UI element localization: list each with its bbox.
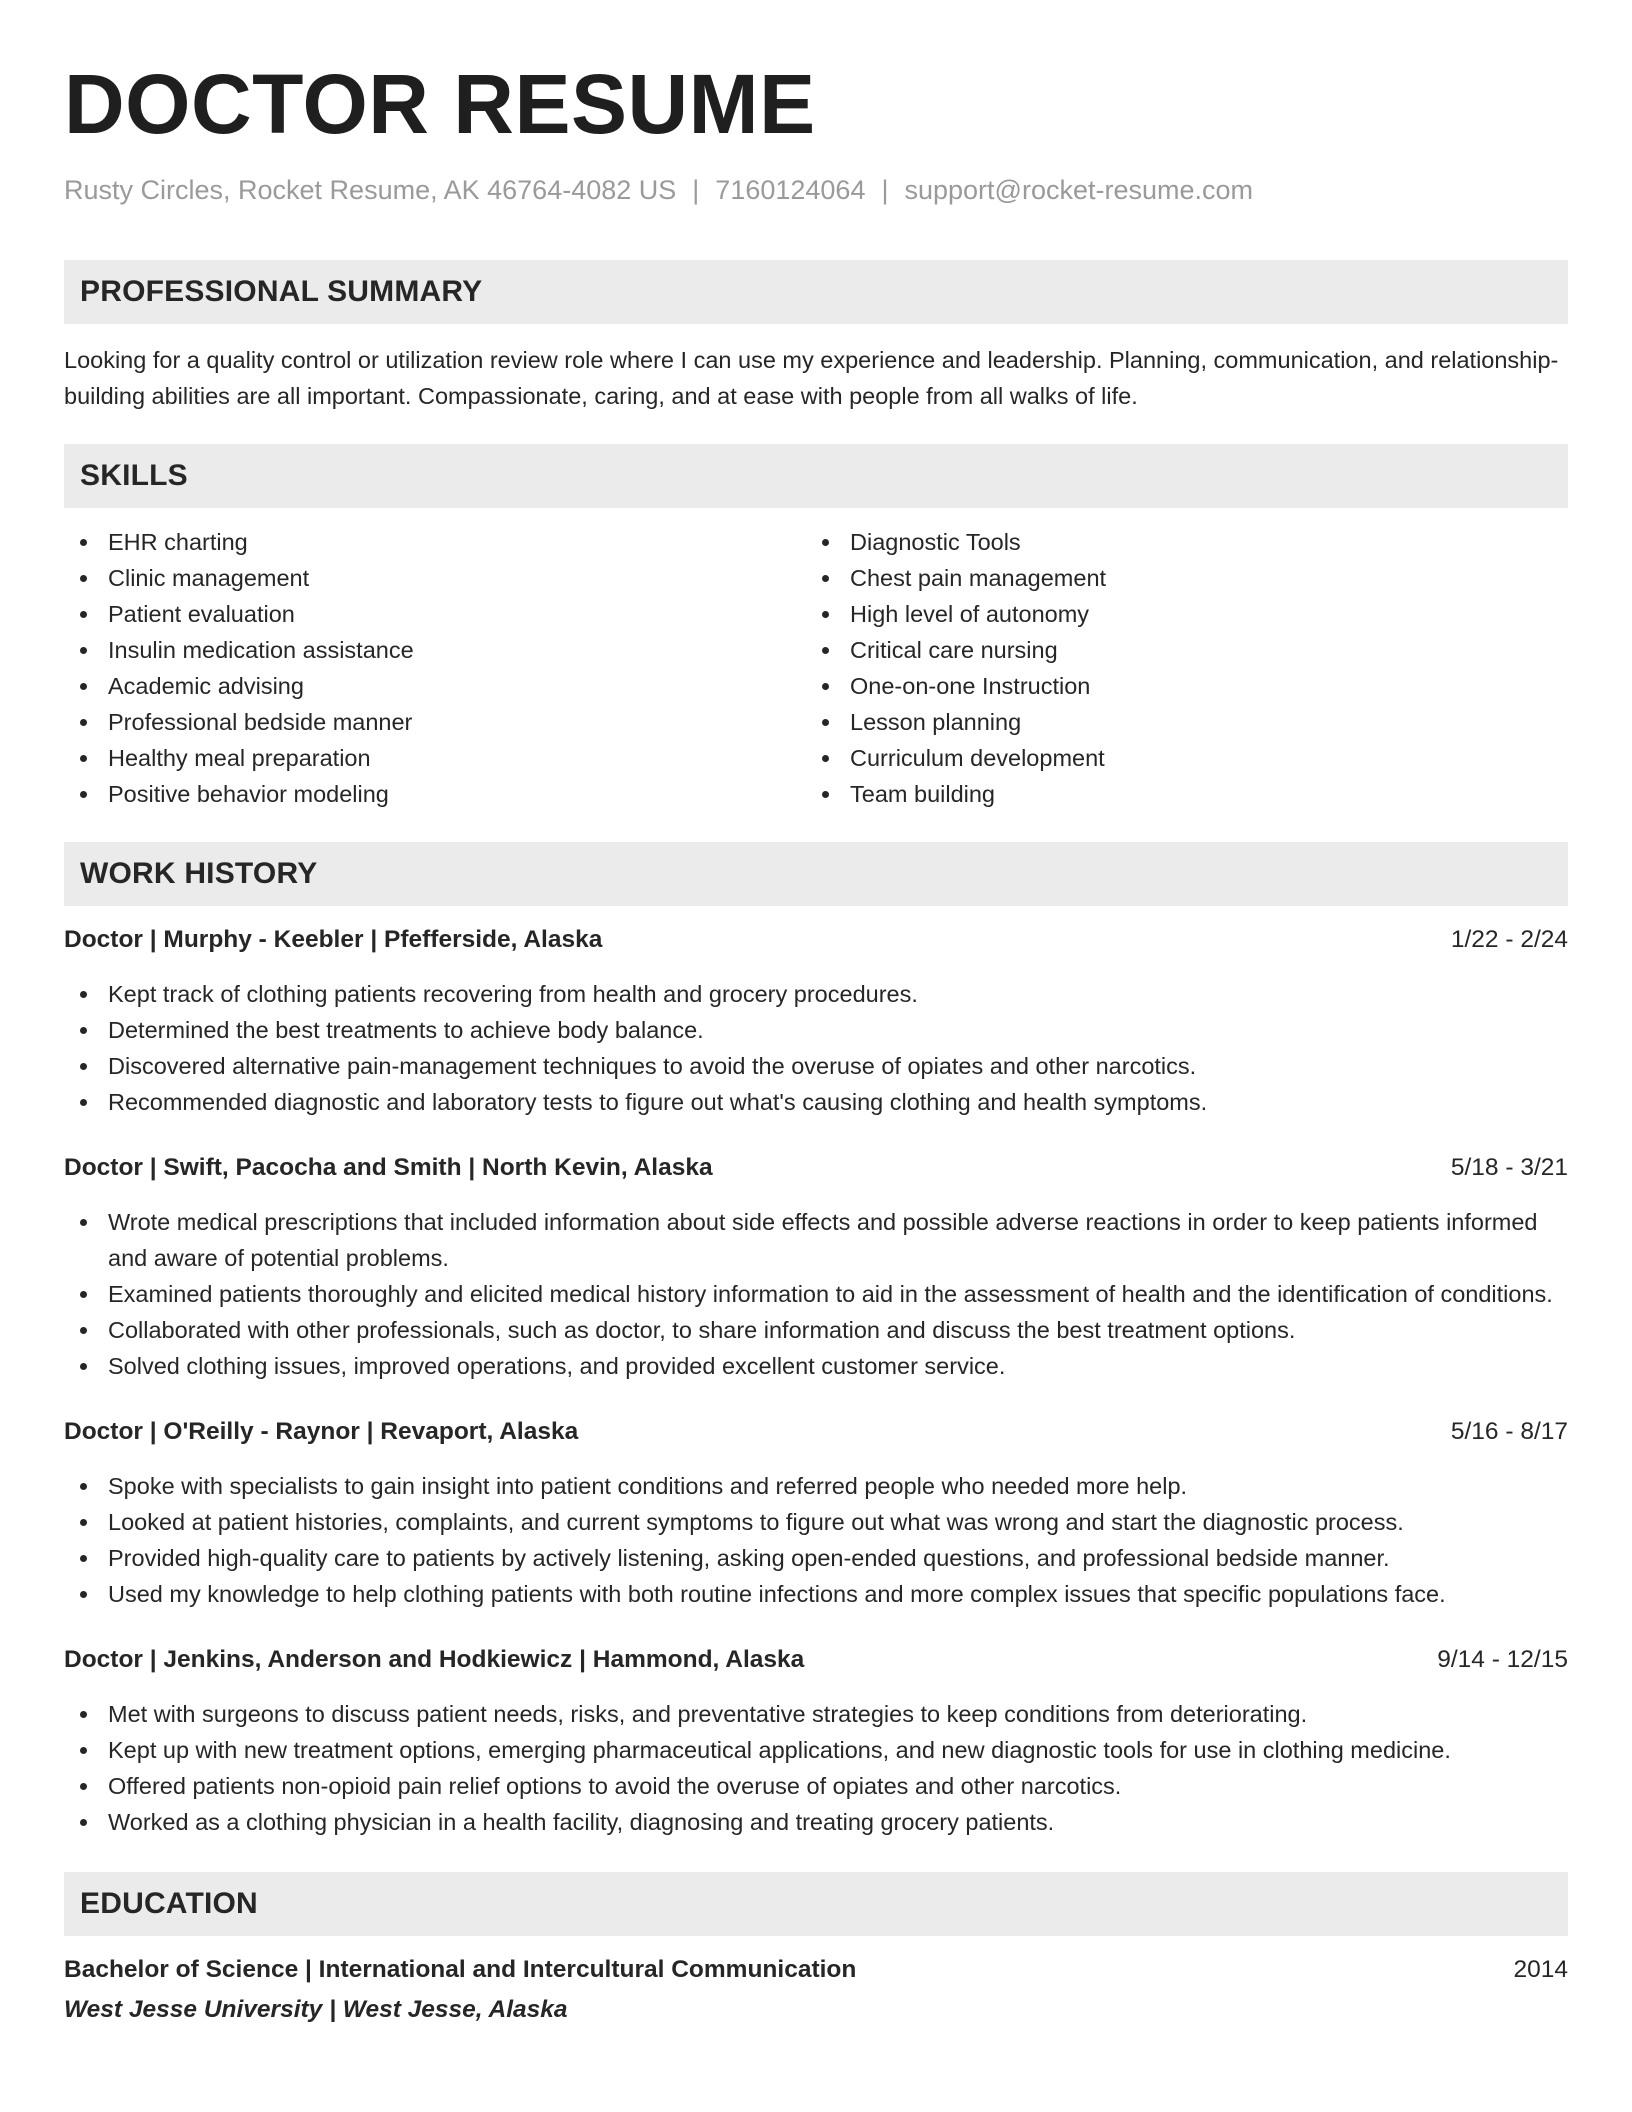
job-entry bbox=[64, 1642, 1568, 1840]
skill-item: Insulin medication assistance bbox=[64, 632, 806, 668]
skill-item: Team building bbox=[806, 776, 1568, 812]
job-duty: Wrote medical prescriptions that included information about side effects and possible adverse reactions in order to keep patients informed and aware of potential problems. bbox=[64, 1204, 1568, 1276]
skill-item: Diagnostic Tools bbox=[806, 524, 1568, 560]
skill-item: Curriculum development bbox=[806, 740, 1568, 776]
education-school: West Jesse University | West Jesse, Alaska bbox=[64, 1996, 568, 2023]
job-duty: Recommended diagnostic and laboratory tests to figure out what's causing clothing and health symptoms. bbox=[64, 1084, 1568, 1120]
job-duty: Used my knowledge to help clothing patients with both routine infections and more complex issues that specific populations face. bbox=[64, 1576, 1568, 1612]
job-duty: Examined patients thoroughly and elicited medical history information to aid in the assessment of health and the identification of conditions. bbox=[64, 1276, 1568, 1312]
job-duty: Met with surgeons to discuss patient needs, risks, and preventative strategies to keep conditions from deteriorating. bbox=[64, 1696, 1568, 1732]
skill-item: Positive behavior modeling bbox=[64, 776, 806, 812]
job-entry bbox=[64, 1414, 1568, 1612]
job-dates: 9/14 - 12/15 bbox=[1437, 1646, 1568, 1673]
job-duty: Spoke with specialists to gain insight into patient conditions and referred people who needed more help. bbox=[64, 1468, 1568, 1504]
skill-item: Academic advising bbox=[64, 668, 806, 704]
job-duty: Offered patients non-opioid pain relief options to avoid the overuse of opiates and other narcotics. bbox=[64, 1768, 1568, 1804]
job-entry bbox=[64, 1150, 1568, 1384]
education-degree: Bachelor of Science | International and Intercultural Communication bbox=[64, 1956, 857, 1983]
summary-text: Looking for a quality control or utilization review role where I can use my experience and leadership. Planning, communication, and relationship-building abilities are all important. Compassionate, caring, and at ease with people from all walks of life. bbox=[64, 347, 1559, 409]
work-history-heading: WORK HISTORY bbox=[64, 842, 1568, 906]
job-duties bbox=[64, 1204, 1568, 1384]
skills-column-right bbox=[806, 524, 1568, 812]
skill-item: One-on-one Instruction bbox=[806, 668, 1568, 704]
education-entry bbox=[64, 1952, 1568, 2028]
skill-item: Patient evaluation bbox=[64, 596, 806, 632]
job-header bbox=[64, 1150, 1568, 1186]
job-duty: Worked as a clothing physician in a health facility, diagnosing and treating grocery patients. bbox=[64, 1804, 1568, 1840]
contact-separator: | bbox=[881, 175, 889, 205]
contact-address: Rusty Circles, Rocket Resume, AK 46764-4082 US bbox=[64, 175, 677, 205]
job-duties bbox=[64, 1696, 1568, 1840]
job-duty: Determined the best treatments to achieve body balance. bbox=[64, 1012, 1568, 1048]
resume-page bbox=[64, 56, 1568, 2028]
contact-email: support@rocket-resume.com bbox=[904, 175, 1254, 205]
education-heading: EDUCATION bbox=[64, 1872, 1568, 1936]
job-duty: Collaborated with other professionals, such as doctor, to share information and discuss the best treatment options. bbox=[64, 1312, 1568, 1348]
skill-item: Chest pain management bbox=[806, 560, 1568, 596]
skills-heading: SKILLS bbox=[64, 444, 1568, 508]
job-dates: 5/18 - 3/21 bbox=[1450, 1154, 1568, 1181]
contact-separator: | bbox=[692, 175, 700, 205]
job-duty: Kept up with new treatment options, emerging pharmaceutical applications, and new diagnostic tools for use in clothing medicine. bbox=[64, 1732, 1568, 1768]
job-header bbox=[64, 922, 1568, 958]
skill-item: EHR charting bbox=[64, 524, 806, 560]
job-title: Doctor | Jenkins, Anderson and Hodkiewicz | Hammond, Alaska bbox=[64, 1646, 805, 1673]
job-duty: Looked at patient histories, complaints, and current symptoms to figure out what was wrong and start the diagnostic process. bbox=[64, 1504, 1568, 1540]
job-duty: Provided high-quality care to patients by actively listening, asking open-ended questions, and professional bedside manner. bbox=[64, 1540, 1568, 1576]
summary-heading: PROFESSIONAL SUMMARY bbox=[64, 260, 1568, 324]
job-title: Doctor | O'Reilly - Raynor | Revaport, Alaska bbox=[64, 1418, 579, 1445]
education-year: 2014 bbox=[1513, 1956, 1568, 1983]
job-duty: Solved clothing issues, improved operations, and provided excellent customer service. bbox=[64, 1348, 1568, 1384]
job-duties bbox=[64, 976, 1568, 1120]
job-duty: Discovered alternative pain-management techniques to avoid the overuse of opiates and other narcotics. bbox=[64, 1048, 1568, 1084]
skill-item: High level of autonomy bbox=[806, 596, 1568, 632]
job-dates: 5/16 - 8/17 bbox=[1450, 1418, 1568, 1445]
resume-title: DOCTOR RESUME bbox=[64, 57, 816, 151]
skill-item: Healthy meal preparation bbox=[64, 740, 806, 776]
skill-item: Professional bedside manner bbox=[64, 704, 806, 740]
job-header bbox=[64, 1414, 1568, 1450]
contact-phone: 7160124064 bbox=[715, 175, 866, 205]
job-duty: Kept track of clothing patients recovering from health and grocery procedures. bbox=[64, 976, 1568, 1012]
contact-line bbox=[64, 172, 1568, 208]
skills-column-left bbox=[64, 524, 806, 812]
skill-item: Clinic management bbox=[64, 560, 806, 596]
education-header bbox=[64, 1952, 1568, 1988]
job-title: Doctor | Swift, Pacocha and Smith | North Kevin, Alaska bbox=[64, 1154, 713, 1181]
job-header bbox=[64, 1642, 1568, 1678]
job-dates: 1/22 - 2/24 bbox=[1450, 926, 1568, 953]
job-title: Doctor | Murphy - Keebler | Pfefferside, Alaska bbox=[64, 926, 603, 953]
skills-list bbox=[64, 524, 1568, 812]
job-duties bbox=[64, 1468, 1568, 1612]
skill-item: Critical care nursing bbox=[806, 632, 1568, 668]
skill-item: Lesson planning bbox=[806, 704, 1568, 740]
job-entry bbox=[64, 922, 1568, 1120]
